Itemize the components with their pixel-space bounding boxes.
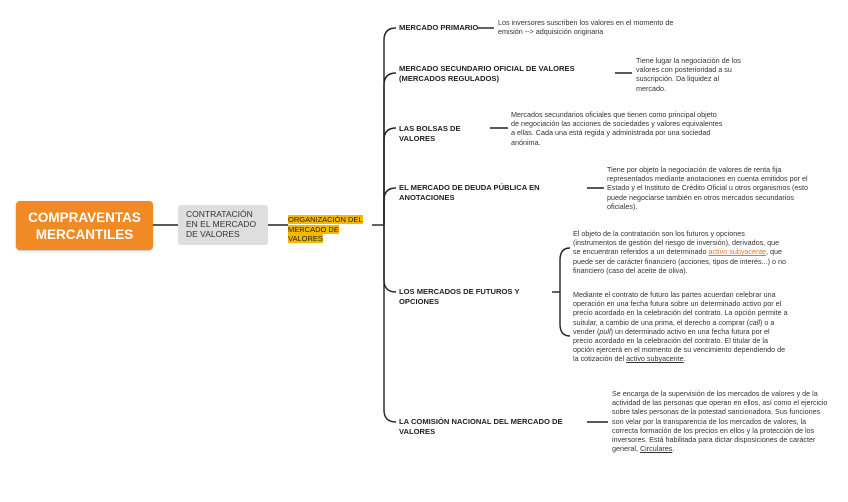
detail-cnmv-text: Se encarga de la supervisión de los mercados de valores y de la actividad de las personas que operan en ellos, así como el ejercicio sobre tales personas de la potestad sancionadora. Sus funciones son velar por la transparencia de los mercados de valores, la correcta formación de los precios en ellos y la protección de los inversores. Está habilitada para dictar disposiciones de carácter general,: [612, 389, 828, 454]
detail-futuros-b-end: .: [683, 354, 686, 364]
detail-deuda-publica: Tiene por objeto la negociación de valores de renta fija representados mediante anotaciones en cuenta emitidos por el Estado y el Instituto de Crédito Oficial u otros organismos (esto puede negociarse también en otros mercados secundarios oficiales).: [607, 165, 808, 211]
detail-futuros-opciones-objeto: [573, 229, 788, 275]
detail-futuros-opciones-contrato: [573, 290, 788, 364]
detail-futuros-b-text: Mediante el contrato de futuro las partes acuerdan celebrar una operación en una fecha futura sobre un determinado activo por el precio acordado en la celebración del contrato. La opción permite a suitular, a cambio de una prima, el derecho a comprar (: [573, 290, 788, 327]
topic-bolsas-de-valores[interactable]: LAS BOLSAS DE VALORES: [399, 124, 461, 143]
detail-bolsas-de-valores: Mercados secundarios oficiales que tienen como principal objeto de negociación las acciones de sociedades y valores equivalentes a ellas. Cada una está regida y administrada por una sociedad anónima.: [511, 110, 723, 147]
detail-mercado-primario: Los inversores suscriben los valores en el momento de emisión --> adquisición originaria: [498, 18, 674, 37]
detail-futuros-a-rest: , que puede ser de carácter financiero (acciones, tipos de interés...) o no financiero (caso del aceite de oliva).: [573, 247, 786, 275]
topic-mercado-primario[interactable]: MERCADO PRIMARIO: [399, 23, 479, 32]
topic-mercado-secundario[interactable]: MERCADO SECUNDARIO OFICIAL DE VALORES (MERCADOS REGULADOS): [399, 64, 575, 83]
detail-cnmv-end: .: [672, 444, 675, 454]
contratacion-node[interactable]: CONTRATACIÓN EN EL MERCADO DE VALORES: [178, 205, 268, 245]
topic-futuros-opciones[interactable]: LOS MERCADOS DE FUTUROS Y OPCIONES: [399, 287, 520, 306]
circulares-link[interactable]: Circulares: [639, 444, 673, 454]
organizacion-node[interactable]: [288, 215, 374, 244]
detail-comision-nacional: [612, 389, 828, 453]
activo-subyacente-link-2[interactable]: activo subyacente: [626, 354, 684, 364]
topic-deuda-publica[interactable]: EL MERCADO DE DEUDA PÚBLICA EN ANOTACIONES: [399, 183, 540, 202]
detail-futuros-a-text: El objeto de la contratación son los futuros y opciones (instrumentos de gestión del riesgo de inversión), derivados, que se encuentran referidos a un determinado: [573, 229, 780, 257]
detail-futuros-b-text2: ) o a vender (: [573, 317, 775, 336]
root-node[interactable]: COMPRAVENTAS MERCANTILES: [16, 201, 153, 250]
detail-mercado-secundario: Tiene lugar la negociación de los valores con posterioridad a su suscripción. Da liquidez al mercado.: [636, 56, 741, 93]
organizacion-label: ORGANIZACIÓN DEL MERCADO DE VALORES: [288, 215, 363, 243]
pull-term: pull: [599, 326, 611, 336]
activo-subyacente-link[interactable]: activo subyacente: [708, 247, 766, 257]
detail-futuros-b-text3: ) un determinado activo en una fecha futura por el precio acordado en la celebración del contrato. El titular de la opción ejercerá en el momento de su vencimiento dependiendo de la cotización del: [573, 326, 786, 364]
call-term: call: [749, 317, 760, 327]
topic-comision-nacional[interactable]: LA COMISIÓN NACIONAL DEL MERCADO DE VALORES: [399, 417, 563, 436]
